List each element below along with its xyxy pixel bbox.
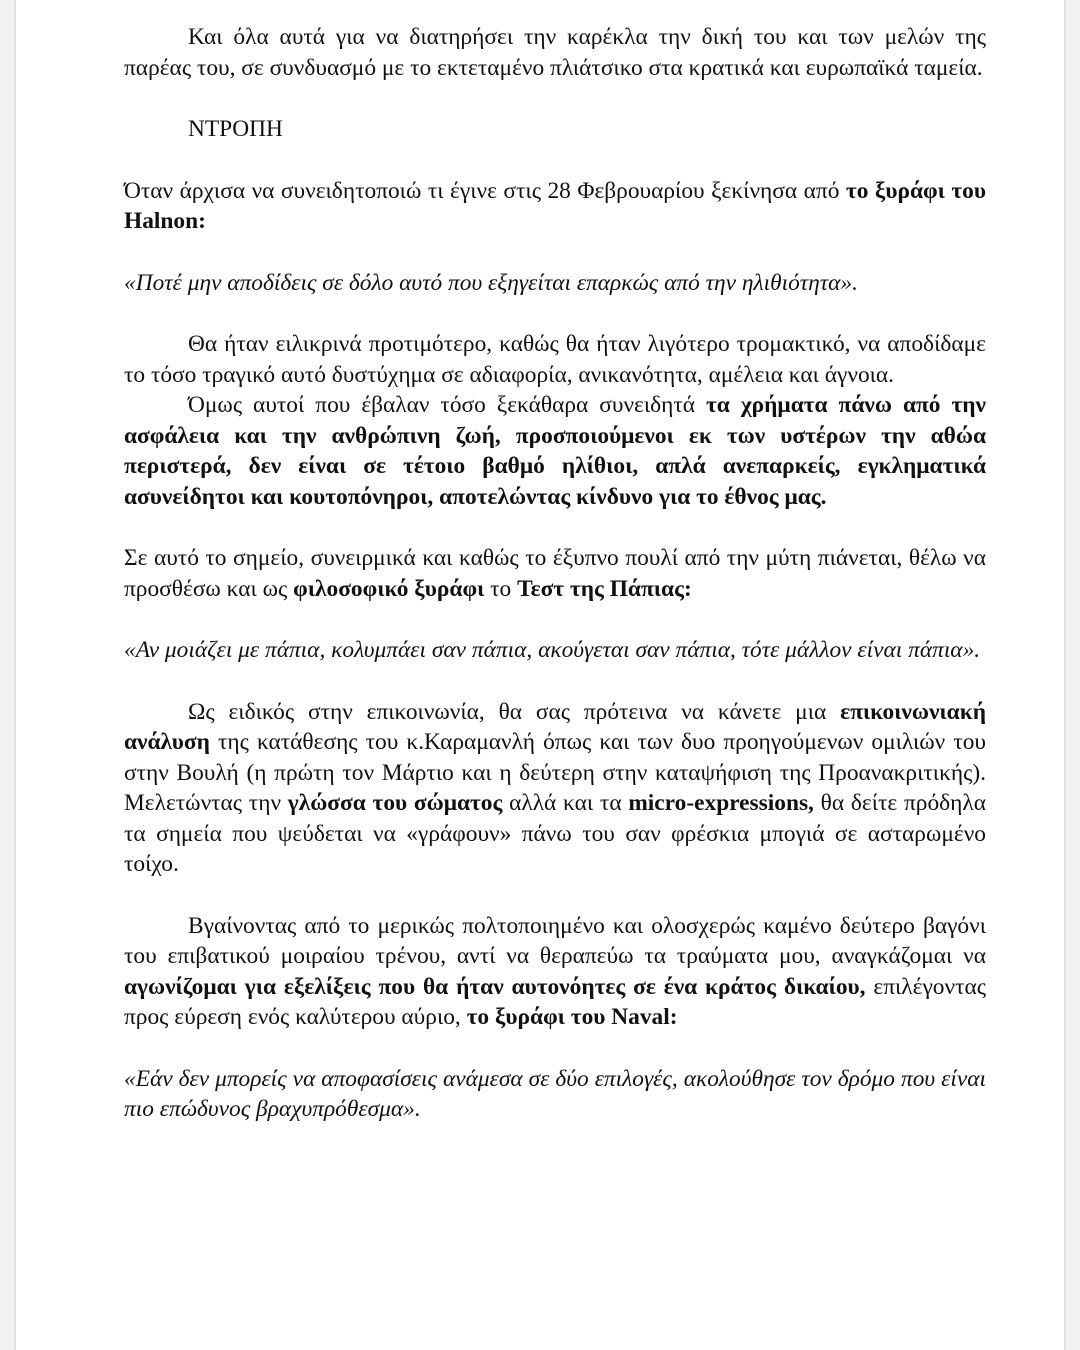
quote-3: «Εάν δεν μπορείς να αποφασίσεις ανάμεσα σε δύο επιλογές, ακολούθησε τον δρόμο που είναι πιο επώδυνος βραχυπρόθεσμα». xyxy=(124,1065,986,1122)
quote-2: «Αν μοιάζει με πάπια, κολυμπάει σαν πάπια, ακούγεται σαν πάπια, τότε μάλλον είναι πάπια». xyxy=(124,637,981,663)
paragraph-7: Βγαίνοντας από το μερικώς πολτοποιημένο και ολοσχερώς καμένο δεύτερο βαγόνι του επιβατικού μοιραίου τρένου, αντί να θεραπεύω τα τραύματα μου, αναγκάζομαι να αγωνίζομαι για εξελίξεις που θα ήταν αυτονόητες σε ένα κράτος δικαίου, επιλέγοντας προς εύρεση ενός καλύτερου αύριο, το ξυράφι του Naval: xyxy=(124,912,986,1030)
paragraph-5: Σε αυτό το σημείο, συνειρμικά και καθώς το έξυπνο πουλί από την μύτη πιάνεται, θέλω να προσθέσω και ως φιλοσοφικό ξυράφι το Τεστ της Πάπιας: xyxy=(124,545,986,602)
document-page xyxy=(16,0,1064,1350)
paragraph-4: Όμως αυτοί που έβαλαν τόσο ξεκάθαρα συνειδητά τα χρήματα πάνω από την ασφάλεια και την ανθρώπινη ζωή, προσποιούμενοι εκ των υστέρων την αθώα περιστερά, δεν είναι σε τέτοιο βαθμό ηλίθιοι, απλά ανεπαρκείς, εγκληματικά ασυνείδητοι και κουτοπόνηροι, αποτελώντας κίνδυνο για το έθνος μας. xyxy=(124,392,986,510)
paragraph-6: Ως ειδικός στην επικοινωνία, θα σας πρότεινα να κάνετε μια επικοινωνιακή ανάλυση της κατάθεσης του κ.Καραμανλή όπως και των δυο προηγούμενων ομιλιών του στην Βουλή (η πρώτη τον Μάρτιο και η δεύτερη στην καταψήφιση της Προανακριτικής). Μελετώντας την γλώσσα του σώματος αλλά και τα micro-expressions, θα δείτε πρόδηλα τα σημεία που ψεύδεται να «γράφουν» πάνω του σαν φρέσκια μπογιά σε ασταρωμένο τοίχο. xyxy=(124,698,986,877)
quote-1: «Ποτέ μην αποδίδεις σε δόλο αυτό που εξηγείται επαρκώς από την ηλιθιότητα». xyxy=(124,269,858,296)
document-body xyxy=(124,22,986,1125)
paragraph-1: Και όλα αυτά για να διατηρήσει την καρέκλα την δική του και των μελών της παρέας του, σε συνδυασμό με το εκτεταμένο πλιάτσικο στα κρατικά και ευρωπαϊκά ταμεία. xyxy=(124,24,986,81)
section-heading: ΝΤΡΟΠΗ xyxy=(188,116,283,142)
paragraph-2: Όταν άρχισα να συνειδητοποιώ τι έγινε στις 28 Φεβρουαρίου ξεκίνησα από το ξυράφι του Halnon: xyxy=(124,177,986,234)
paragraph-3: Θα ήταν ειλικρινά προτιμότερο, καθώς θα ήταν λιγότερο τρομακτικό, να αποδίδαμε το τόσο τραγικό αυτό δυστύχημα σε αδιαφορία, ανικανότητα, αμέλεια και άγνοια. xyxy=(124,331,986,388)
